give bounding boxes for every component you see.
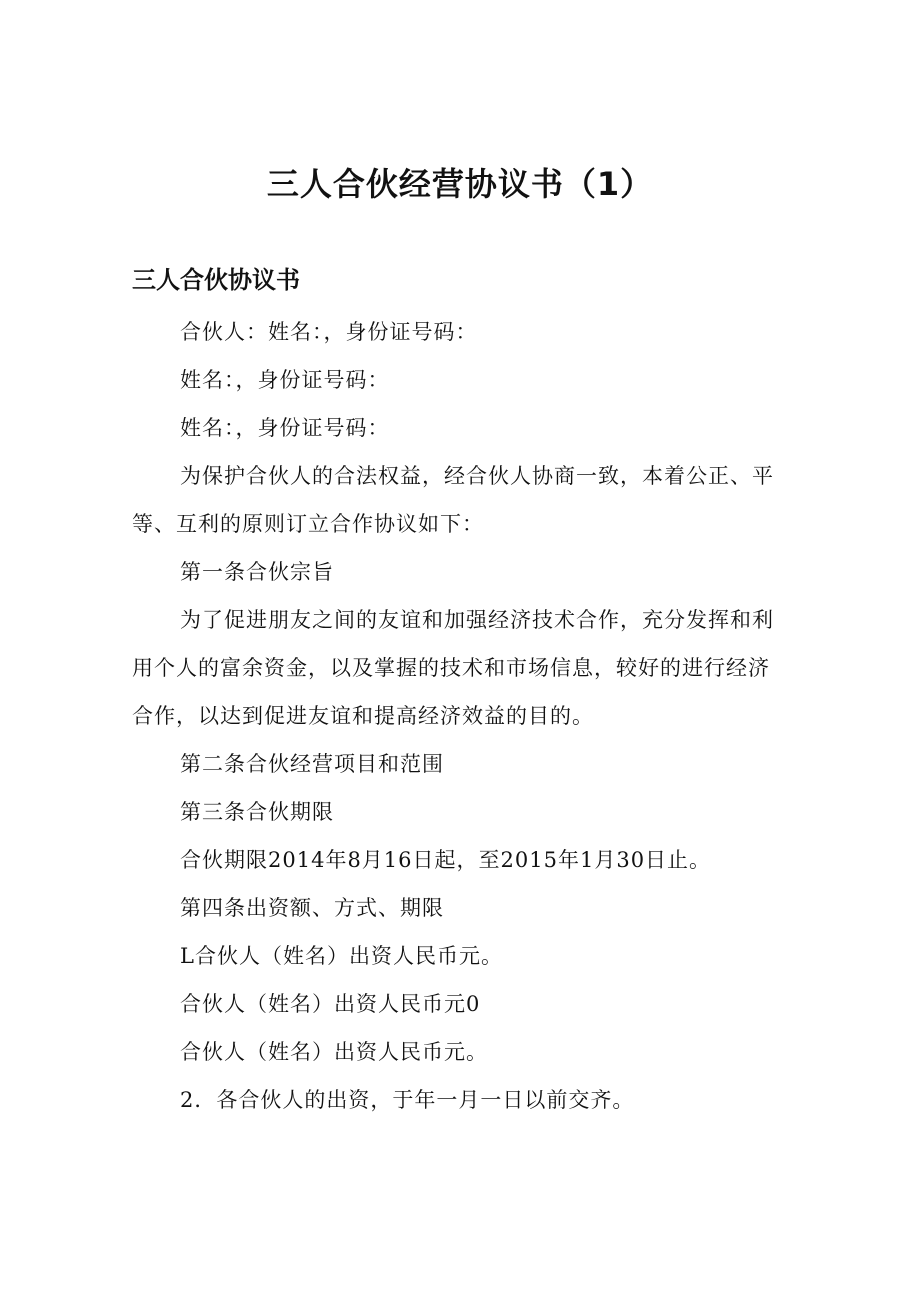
paragraph-partner-3: 姓名：，身份证号码：	[180, 416, 390, 440]
article-1-heading: 第一条合伙宗旨	[180, 560, 334, 584]
article-3-body: 合伙期限2014年8月16日起，至2015年1月30日止。	[180, 848, 712, 872]
document-title: 三人合伙经营协议书（1）	[266, 165, 654, 203]
article-2-heading: 第二条合伙经营项目和范围	[180, 752, 444, 776]
contribution-deadline: 2．各合伙人的出资，于年一月一日以前交齐。	[180, 1088, 635, 1112]
document-body	[132, 308, 788, 1124]
article-4-heading: 第四条出资额、方式、期限	[180, 896, 444, 920]
article-1-body: 为了促进朋友之间的友谊和加强经济技术合作，充分发挥和利用个人的富余资金，以及掌握的技术和市场信息，较好的进行经济合作，以达到促进友谊和提高经济效益的目的。	[132, 608, 774, 728]
contribution-partner-1: L合伙人（姓名）出资人民币元。	[180, 944, 503, 968]
paragraph-partner-1: 合伙人：姓名：，身份证号码：	[180, 320, 478, 344]
article-3-heading: 第三条合伙期限	[180, 800, 334, 824]
paragraph-partner-2: 姓名：，身份证号码：	[180, 368, 390, 392]
contribution-partner-3: 合伙人（姓名）出资人民币元。	[180, 1040, 488, 1064]
paragraph-preamble: 为保护合伙人的合法权益，经合伙人协商一致，本着公正、平等、互利的原则订立合作协议如下：	[132, 464, 774, 536]
section-heading: 三人合伙协议书	[132, 266, 300, 294]
contribution-partner-2: 合伙人（姓名）出资人民币元0	[180, 992, 481, 1016]
